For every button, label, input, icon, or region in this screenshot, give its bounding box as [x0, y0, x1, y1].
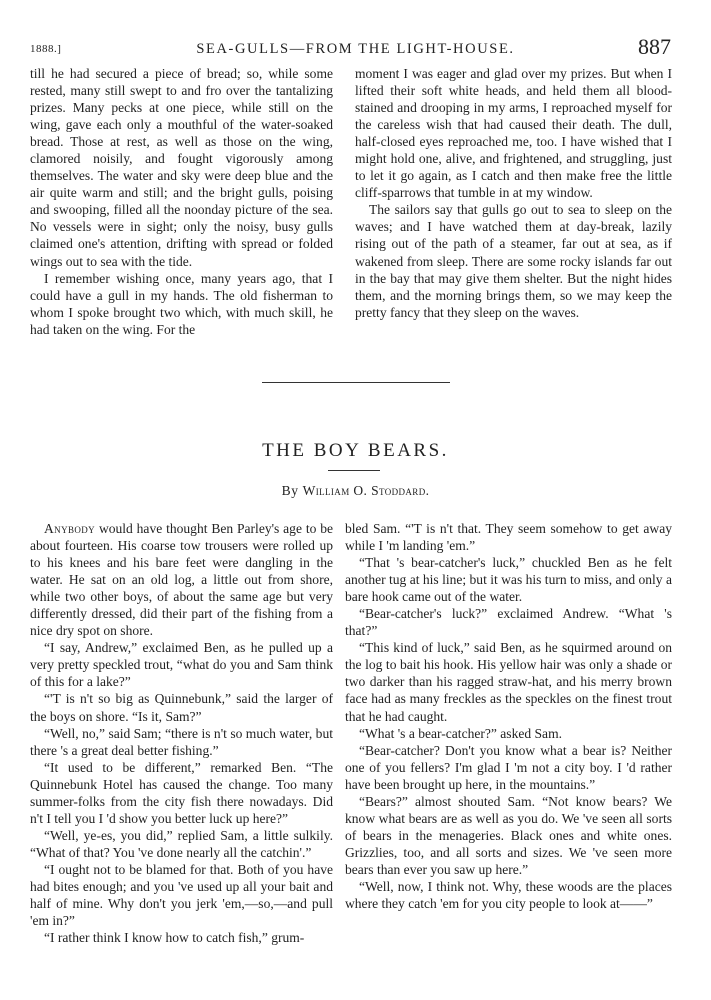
paragraph: bled Sam. “'T is n't that. They seem somehow to get away while I 'm landing 'em.” — [345, 521, 672, 554]
story-right-column — [345, 520, 672, 912]
byline — [0, 483, 711, 499]
page-number: 887 — [638, 34, 671, 59]
paragraph: “Bear-catcher's luck?” exclaimed Andrew. “What 's that?” — [345, 606, 672, 639]
paragraph: The sailors say that gulls go out to sea to sleep on the waves; and I have watched them at day-break, lazily rising out of the path of a steamer, far out at sea, as if wakened from sleep. There are some rocky islands far out in the bay that may give them shelter. But the night hides them, and the morning brings them, so we may keep the pretty fancy that they sleep on the waves. — [355, 202, 672, 320]
section-divider — [262, 382, 450, 383]
paragraph: “What 's a bear-catcher?” asked Sam. — [359, 725, 562, 741]
first-word: Anybody — [44, 521, 96, 536]
seagulls-right-column — [355, 65, 672, 321]
paragraph: “It used to be different,” remarked Ben. “The Quinnebunk Hotel has caused the change. Too many summer-folks from the city fish there nowadays. Did n't I tell you I 'd show you better luck up here?” — [30, 759, 333, 826]
paragraph-text: would have thought Ben Parley's age to be about fourteen. His coarse tow trousers were rolled up to his knees and his bare feet were dangling in the water. He sat on an old log, a little out from shore, while two other boys, of about the same age but very differently dressed, did their part of the fishing from a nice dry spot on shore. — [30, 521, 333, 639]
running-head — [0, 36, 711, 62]
story-left-column — [30, 520, 333, 946]
byline-prefix: By — [281, 483, 299, 498]
seagulls-left-column — [30, 65, 333, 338]
paragraph: “Well, ye-es, you did,” replied Sam, a little sulkily. “What of that? You 've done nearly all the catchin'.” — [30, 827, 333, 860]
paragraph — [30, 520, 333, 639]
paragraph: “Bear-catcher? Don't you know what a bear is? Neither one of you fellers? I'm glad I 'm not a city boy. I 'd rather have been brought up here, in the mountains.” — [345, 742, 672, 792]
paragraph: “I say, Andrew,” exclaimed Ben, as he pulled up a very pretty speckled trout, “what do you and Sam think of this for a lake?” — [30, 640, 333, 690]
paragraph: “I rather think I know how to catch fish,” grum- — [44, 930, 305, 946]
paragraph: “That 's bear-catcher's luck,” chuckled Ben as he felt another tug at his line; but it was his turn to miss, and only a bare hook came out of the water. — [345, 555, 672, 605]
paragraph: “I ought not to be blamed for that. Both of you have had bites enough; and you 've used up all your bait and half of mine. Why don't you jerk 'em,—so,—and pull 'em in?” — [30, 861, 333, 929]
paragraph: “Bears?” almost shouted Sam. “Not know bears? We know what bears are as well as you do. We 've seen all sorts of bears in the menageries. Black ones and white ones. Grizzlies, too, and all sorts and sizes. We 've seen more bears than ever you saw up here.” — [345, 793, 672, 877]
paragraph: moment I was eager and glad over my prizes. But when I lifted their soft white heads, and held them all blood-stained and drooping in my arms, I reproached myself for the careless wish that had caused their death. The dull, half-closed eyes reproached me, too. I have wished that I might hold one, alive, and frightened, and struggling, just to let it go again, as I catch and then make free the little cliff-sparrows that tumble in at my window. — [355, 66, 672, 201]
paragraph: till he had secured a piece of bread; so, while some rested, many still swept to and fro over the tantalizing prizes. Many pecks at one piece, while still on the wing, gave each only a mouthful of the water-soaked bread. Those at rest, as well as those on the wing, clamored noisily, and fought vigorously among themselves. The water and sky were deep blue and the air quite warm and still; and the bright gulls, poising and swooping, filled all the noonday picture of the sea. No vessels were in sight; only the noisy, busy gulls claimed one's attention, drifting with spread or folded wings out to sea with the tide. — [30, 66, 333, 269]
title-rule — [328, 470, 380, 471]
running-title: SEA-GULLS—FROM THE LIGHT-HOUSE. — [196, 41, 515, 57]
story-title: THE BOY BEARS. — [262, 440, 449, 461]
issue-year: 1888.] — [30, 43, 62, 55]
paragraph: I remember wishing once, many years ago, that I could have a gull in my hands. The old fisherman to whom I spoke brought two which, with much skill, he had taken on the wing. For the — [30, 270, 333, 337]
paragraph: “This kind of luck,” said Ben, as he squirmed around on the log to bait his hook. His yellow hair was only a shade or two darker than his ragged straw-hat, and his merry brown face had as many freckles as the speckles on the finest trout that he had caught. — [345, 640, 672, 724]
paragraph: “'T is n't so big as Quinnebunk,” said the larger of the boys on shore. “Is it, Sam?” — [30, 691, 333, 724]
paragraph: “Well, now, I think not. Why, these woods are the places where they catch 'em for you city people to look at——” — [345, 878, 672, 912]
paragraph: “Well, no,” said Sam; “there is n't so much water, but there 's a great deal better fishing.” — [30, 725, 333, 758]
byline-author: William O. Stoddard. — [302, 483, 430, 498]
